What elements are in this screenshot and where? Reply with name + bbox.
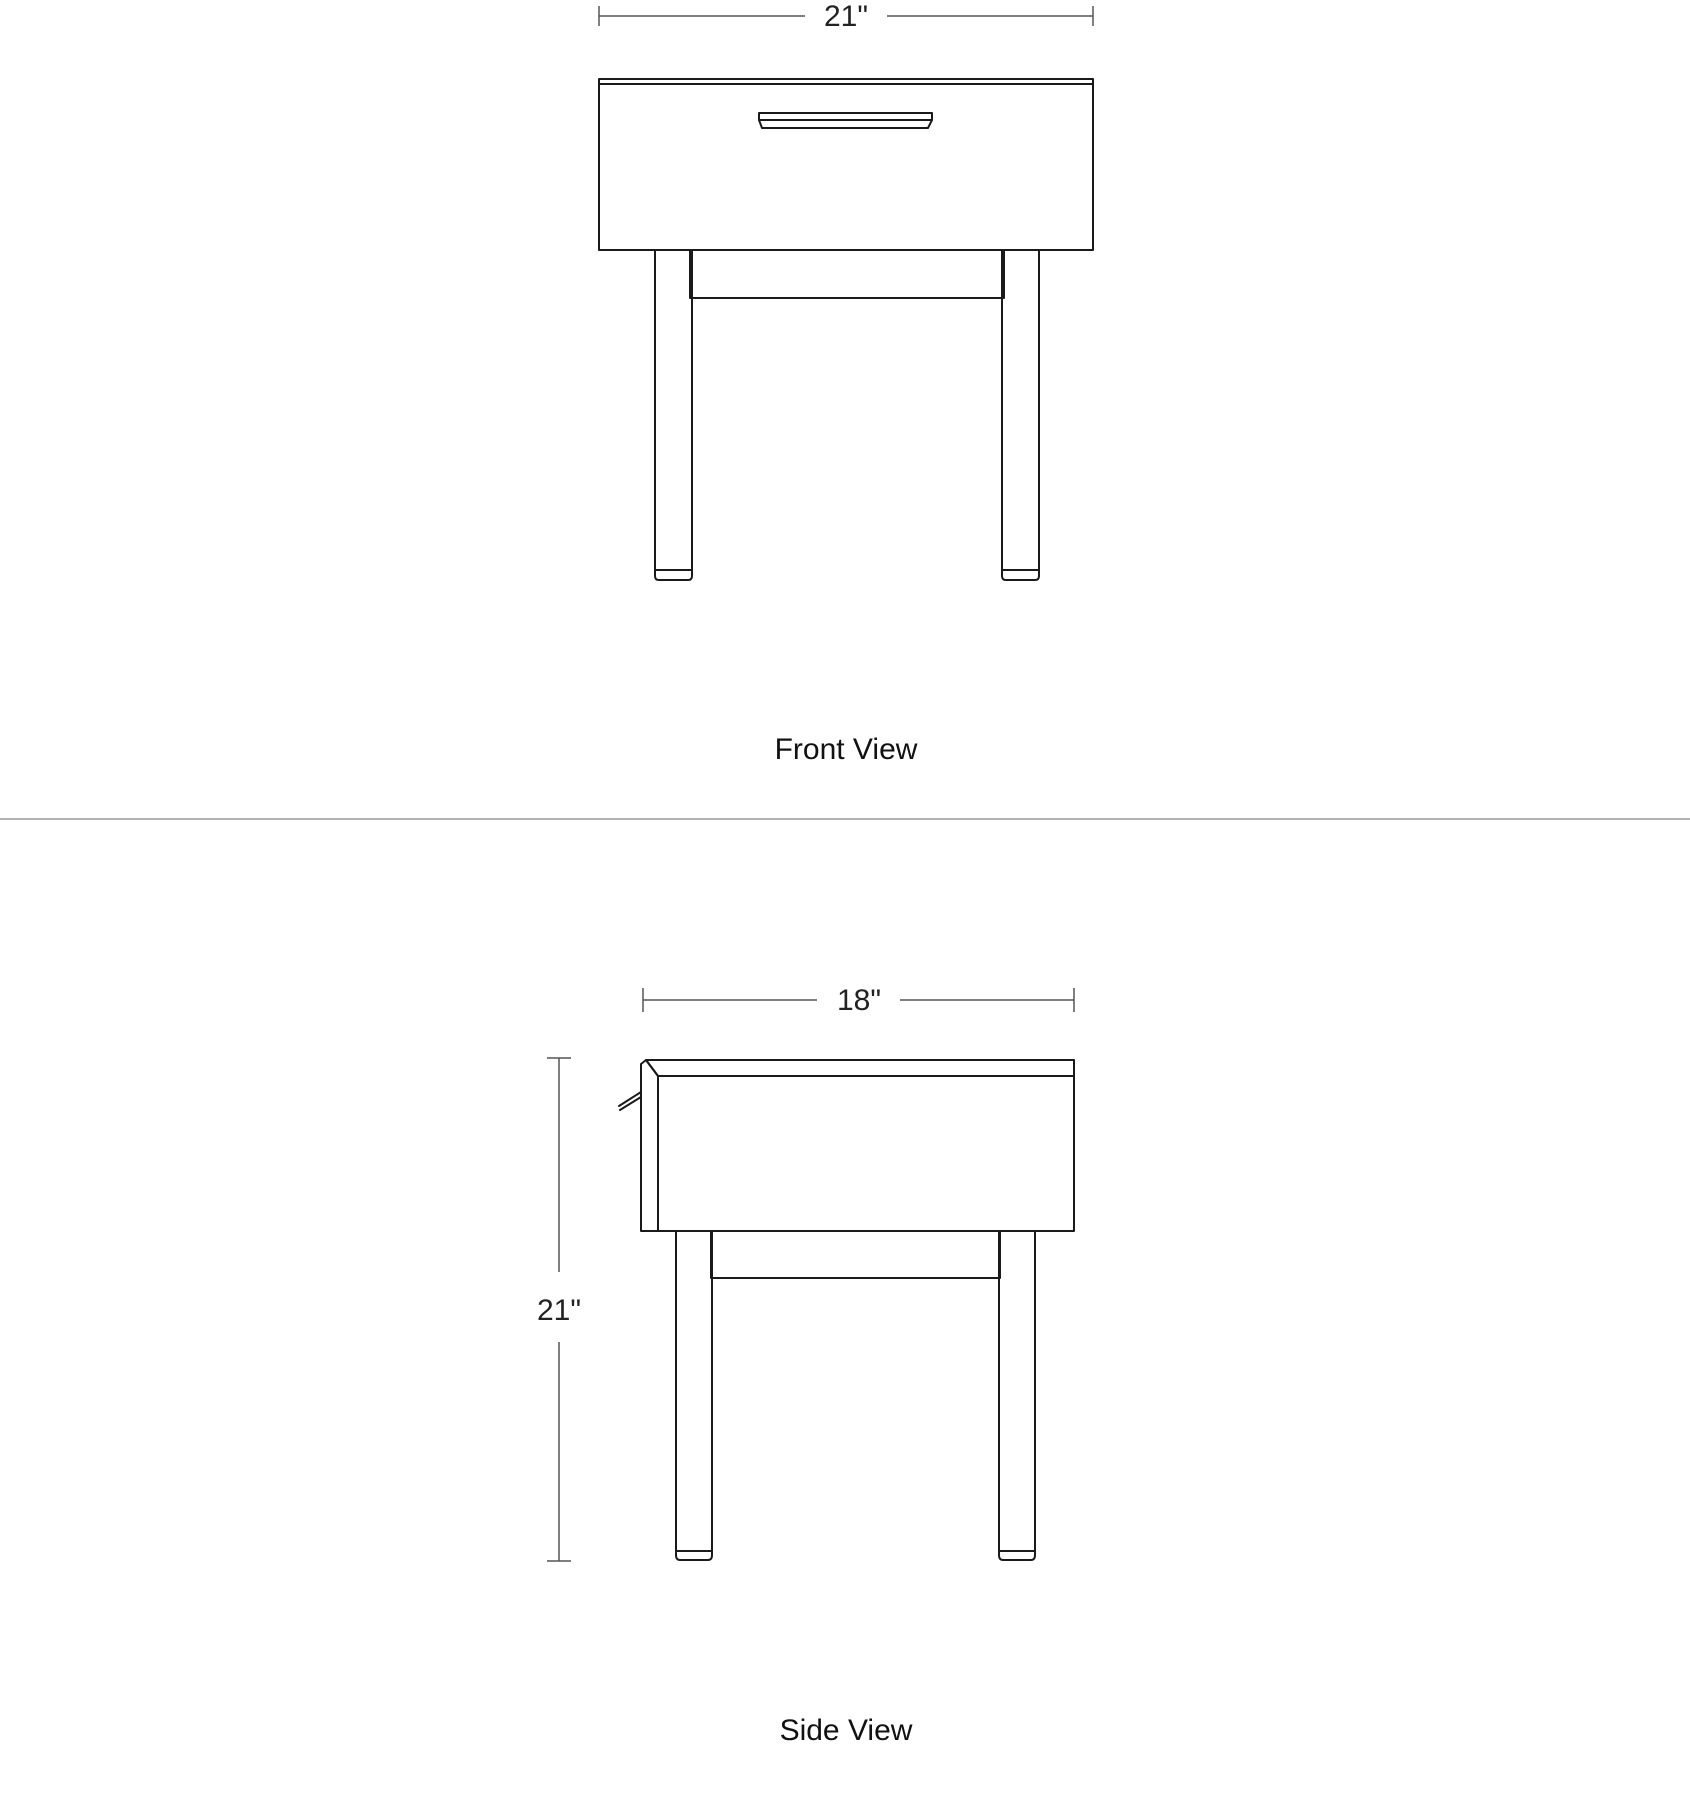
side-leg-back <box>999 1231 1035 1560</box>
front-width-label: 21" <box>823 0 869 33</box>
front-apron <box>690 250 1004 298</box>
side-top-slab <box>646 1060 1074 1076</box>
side-legs <box>676 1231 1035 1560</box>
front-view-label: Front View <box>774 733 918 766</box>
side-drawer-front <box>641 1060 658 1231</box>
front-view <box>599 0 1093 766</box>
front-leg-left <box>655 250 692 580</box>
side-view-label: Side View <box>779 1714 913 1747</box>
side-case <box>658 1076 1074 1231</box>
side-apron <box>711 1231 1000 1278</box>
side-leg-front <box>676 1231 712 1560</box>
front-width-dimension <box>599 0 1093 33</box>
side-height-dimension <box>537 1058 581 1561</box>
front-leg-right <box>1002 250 1039 580</box>
side-depth-label: 18" <box>836 984 882 1017</box>
side-height-label: 21" <box>536 1294 582 1327</box>
front-cabinet <box>599 79 1093 250</box>
side-depth-dimension <box>643 984 1074 1017</box>
front-legs <box>655 250 1039 580</box>
side-cabinet <box>619 1060 1074 1231</box>
front-drawer-box <box>599 79 1093 250</box>
side-view <box>537 984 1074 1747</box>
